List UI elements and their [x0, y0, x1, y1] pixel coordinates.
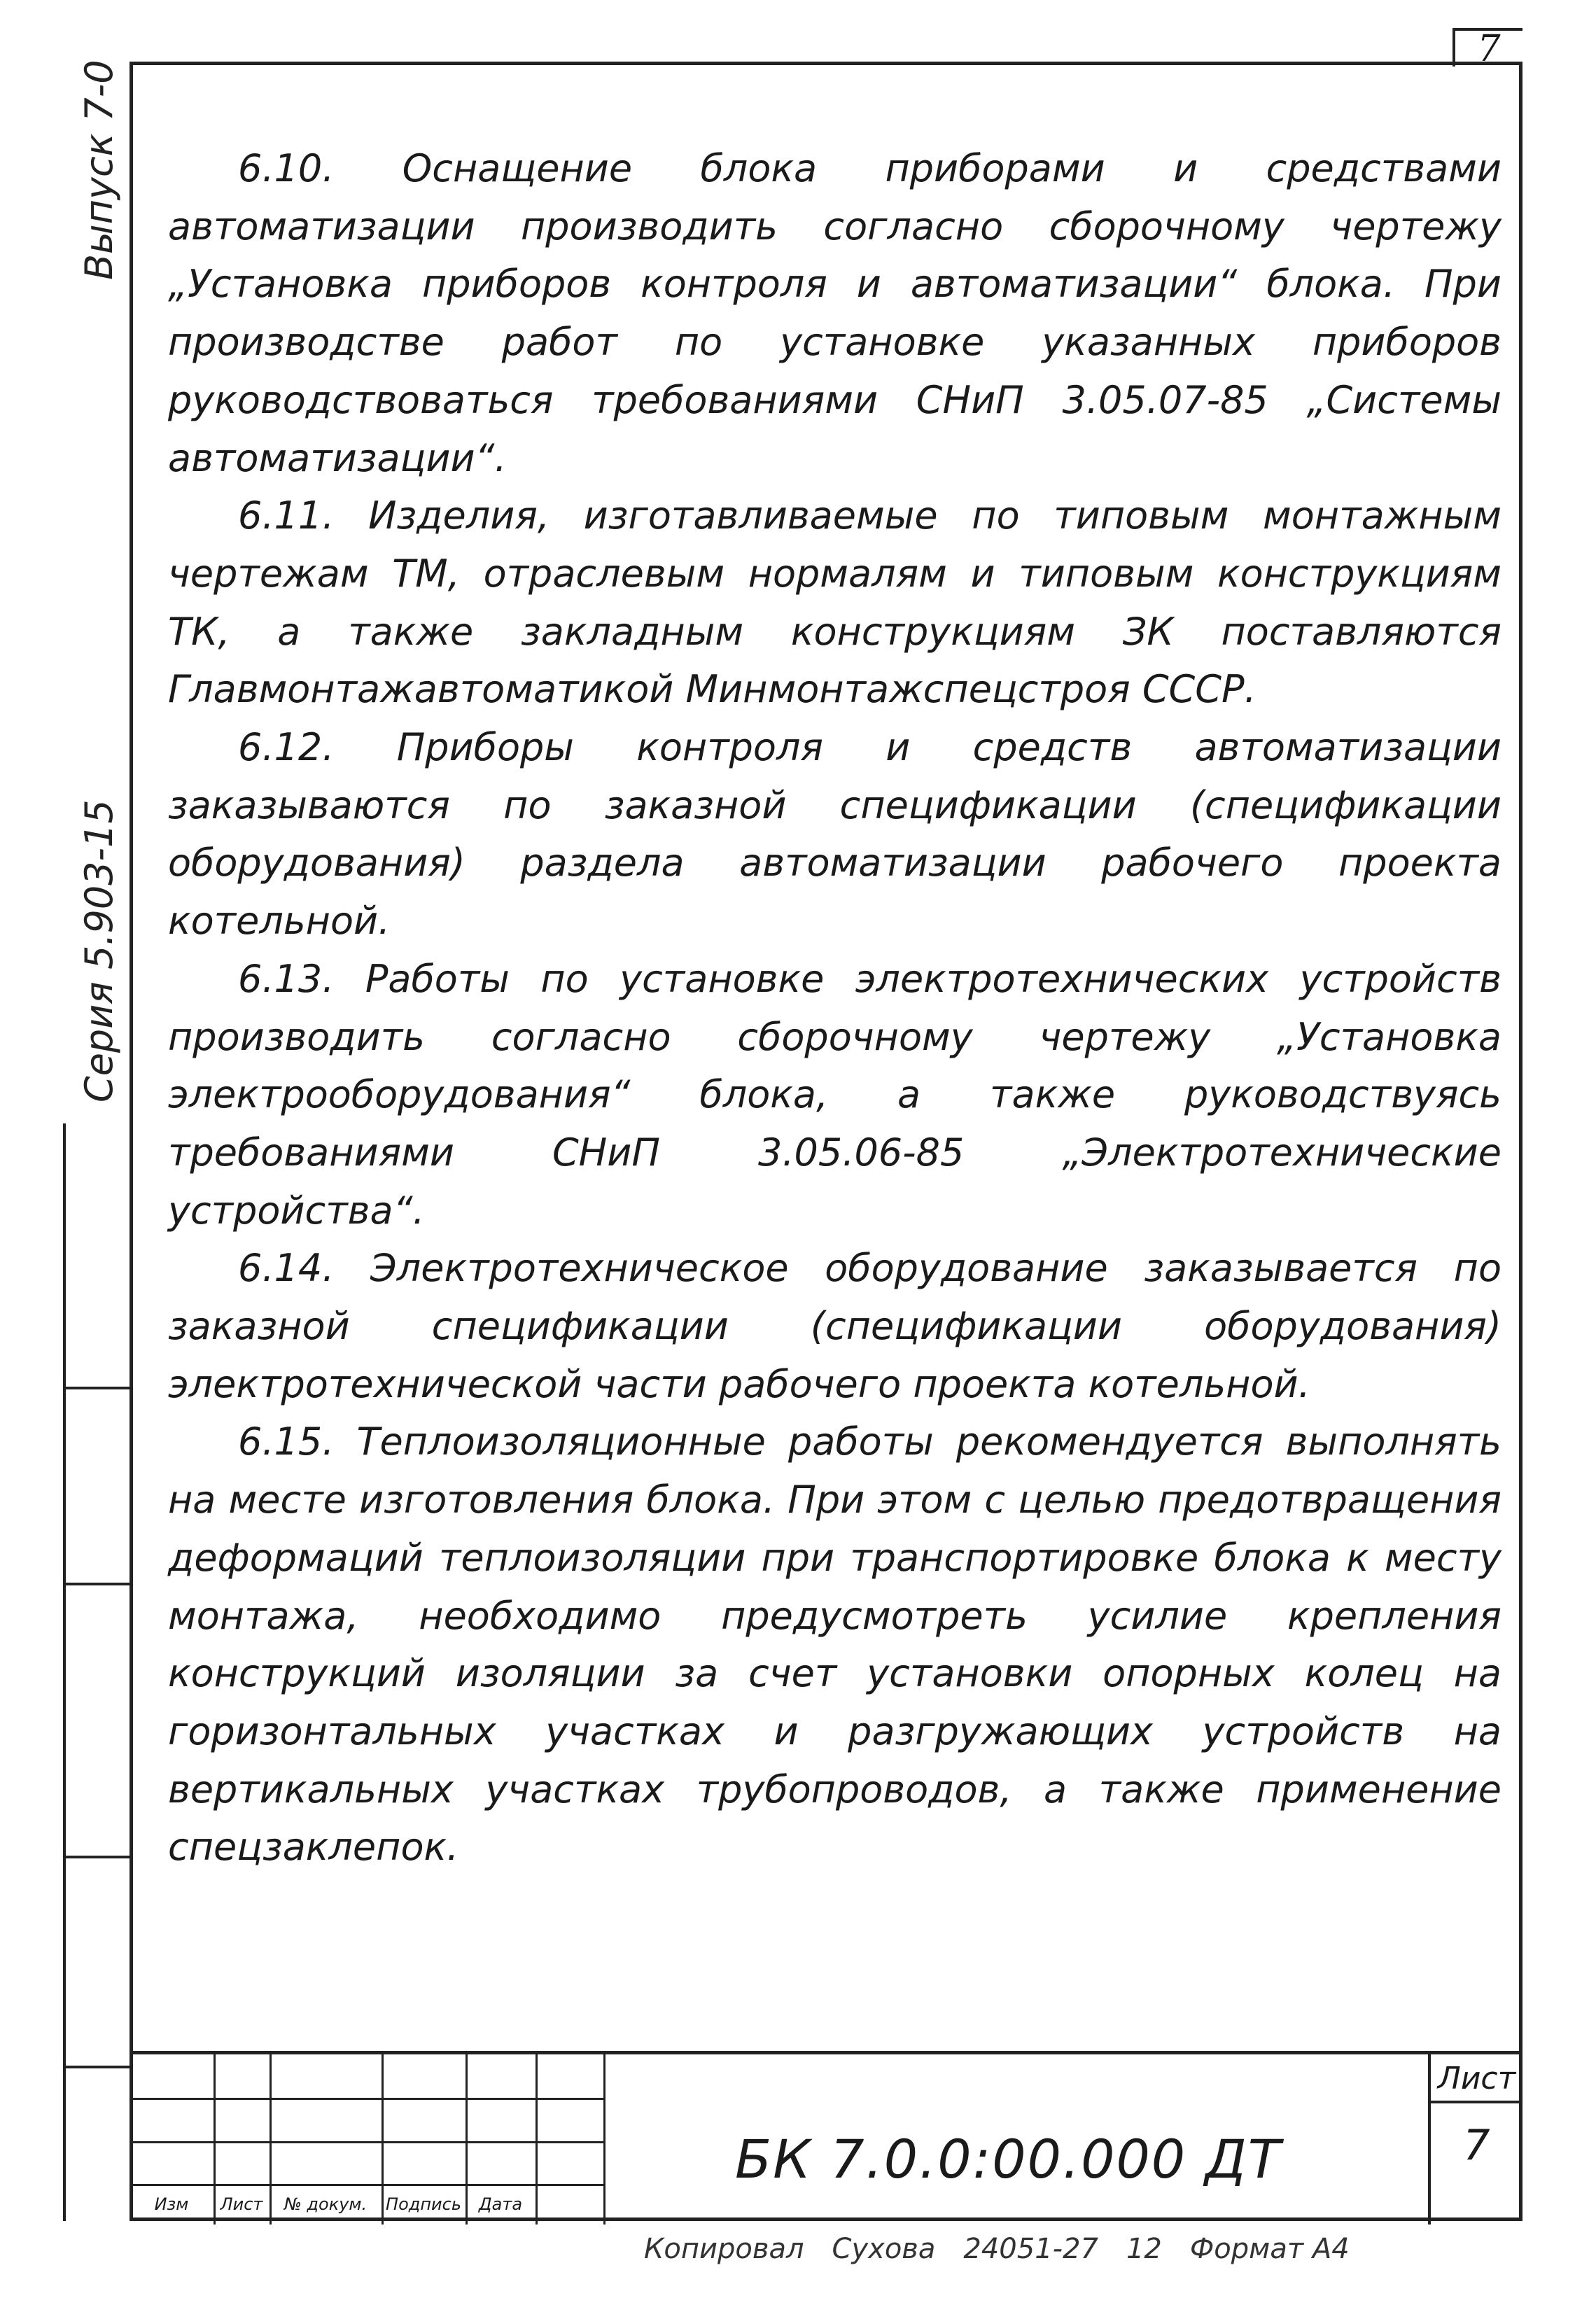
order-number: 24051-27 [963, 2233, 1098, 2265]
copier-signature: Сухова [832, 2233, 936, 2265]
stamp-cell [66, 1585, 130, 1858]
document-code: БК 7.0.0:00.000 ДТ [735, 2128, 1282, 2190]
footer-line [644, 2233, 1554, 2265]
format-label: Формат А4 [1189, 2233, 1350, 2265]
series-label: Серия 5.903-15 [77, 799, 121, 1102]
revision-headers [130, 2184, 606, 2225]
paragraph-6-14: 6.14. Электротехническое оборудование заказывается по заказной спецификации (спецификации оборудования) электротехнической части рабочего проекта котельной. [168, 1246, 1502, 1406]
issue-label: Выпуск 7-0 [77, 59, 121, 280]
paragraph-6-15: 6.15. Теплоизоляционные работы рекомендуется выполнять на месте изготовления блока. При этом с целью предотвращения деформаций теплоизоляции при транспортировке блока к месту монтажа, необходимо предусмотреть усилие крепления конструкций изоляции за счет установки опорных колец на горизонтальных участках и разгружающих устройств на вертикальных участках трубопроводов, а также применение спецзаклепок. [168, 1420, 1502, 1870]
sheet-number: 7 [1463, 2121, 1490, 2170]
page-number-box [1452, 28, 1522, 70]
paragraph-6-13: 6.13. Работы по установке электротехнических устройств производить согласно сборочному чертежу „Установка электрооборудования“ блока, а также руководствуясь требованиями СНиП 3.05.06-85 „Электротехнические устройства“. [168, 956, 1502, 1233]
paragraph-6-10: 6.10. Оснащение блока приборами и средствами автоматизации производить согласно сборочному чертежу „Установка приборов контроля и автоматизации“ блока. При производстве работ по установке указанных приборов руководствоваться требованиями СНиП 3.05.07-85 „Системы автоматизации“. [168, 146, 1502, 480]
header-signature: Подпись [386, 2194, 461, 2214]
header-sheet: Лист [220, 2194, 263, 2214]
header-date: Дата [478, 2194, 523, 2214]
header-change: Изм [154, 2194, 189, 2214]
title-block [130, 2051, 1522, 2221]
paragraph-6-12: 6.12. Приборы контроля и средств автоматизации заказываются по заказной спецификации (спецификации оборудования) раздела автоматизации рабочего проекта котельной. [168, 725, 1502, 944]
paragraph-6-11: 6.11. Изделия, изготавливаемые по типовым монтажным чертежам ТМ, отраслевым нормалям и типовым конструкциям ТК, а также закладным конструкциям ЗК поставляются Главмонтажавтоматикой Минмонтажспецстроя СССР. [168, 493, 1502, 712]
body-text [168, 140, 1502, 1877]
header-document: № докум. [284, 2194, 368, 2214]
stamp-cell [66, 1123, 130, 1389]
stamp-cell [66, 1389, 130, 1585]
sheet-label: Лист [1431, 2054, 1522, 2103]
stamp-cell [66, 1858, 130, 2068]
copy-number: 12 [1126, 2233, 1162, 2265]
sheet-box [1428, 2054, 1522, 2225]
page-number: 7 [1477, 28, 1501, 70]
left-stamp-strip [63, 1123, 130, 2221]
copied-label: Копировал [644, 2233, 804, 2265]
